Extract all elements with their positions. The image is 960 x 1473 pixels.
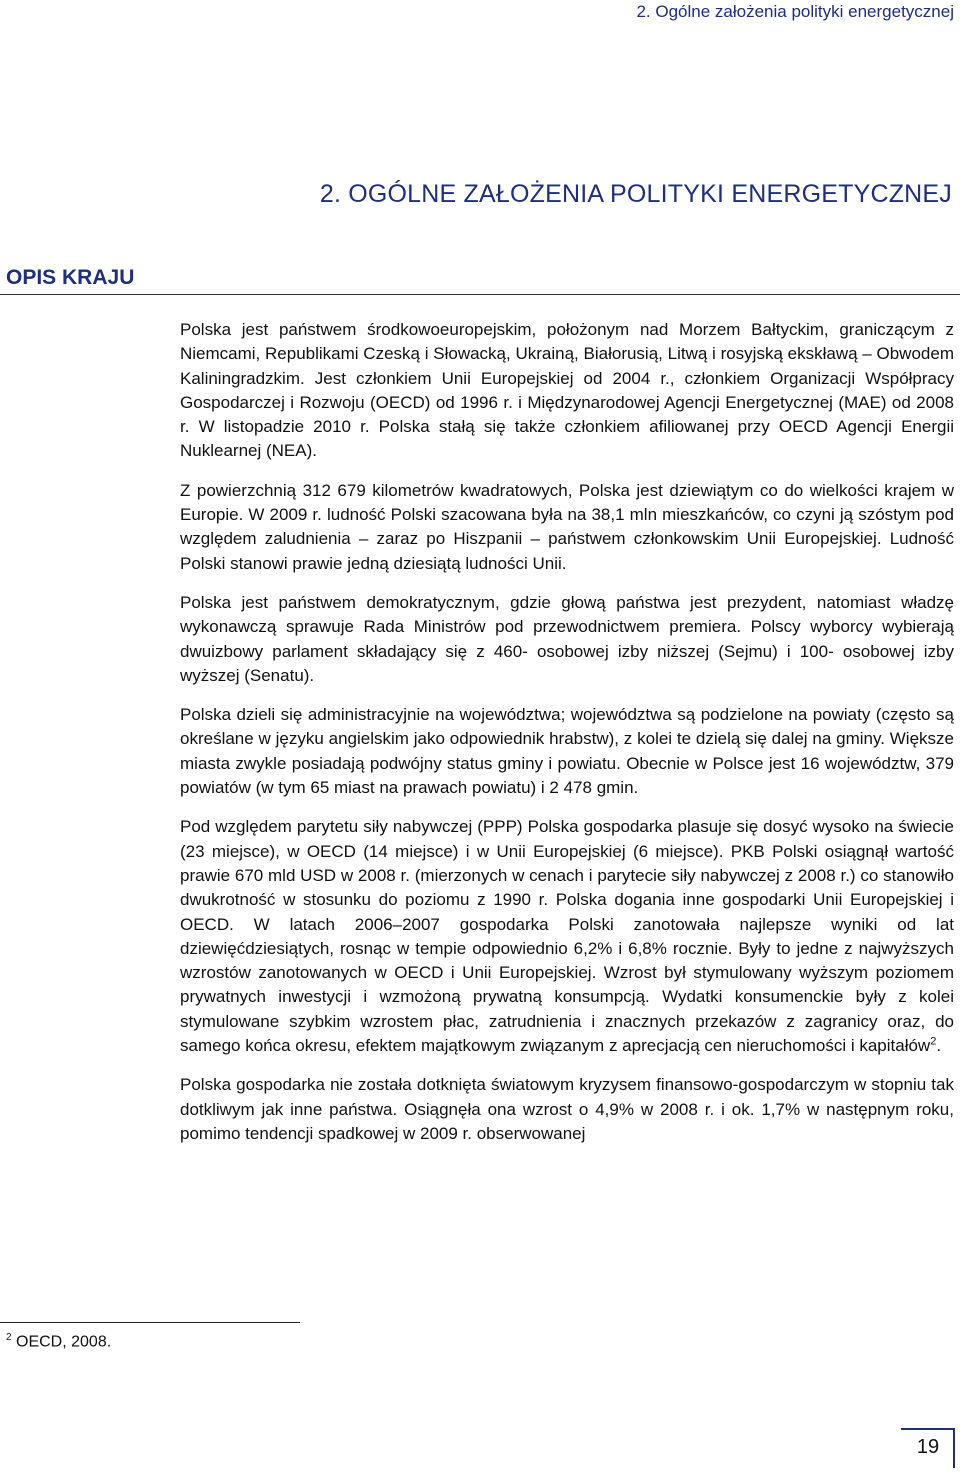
paragraph: Polska gospodarka nie została dotknięta światowym kryzysem finansowo-gospodarczym w stopniu tak dotkliwym jak inne państwa. Osiągnęła ona wzrost o 4,9% w 2008 r. i ok. 1,7% w następnym roku, pomimo tendencji spadkowej w 2009 r. obserwowanej xyxy=(180,1075,954,1143)
paragraph-end: . xyxy=(936,1036,942,1056)
footnote-text: OECD, 2008. xyxy=(11,1333,112,1351)
paragraph-text: Pod względem parytetu siły nabywczej (PPP) Polska gospodarka plasuje się dosyć wysoko na świecie (23 miejsce), w OECD (14 miejsce) i w Unii Europejskiej (6 miejsce). PKB Polski osiągnął wartość prawie 670 mld USD w 2008 r. (mierzonych w cenach i parytecie siły nabywczej z 2008 r.) co stanowiło dwukrotność w stosunku do poziomu z 1990 r. Polska dogania inne gospodarki Unii Europejskiej i OECD. W latach 2006–2007 gospodarka Polski zanotowała najlepsze wyniki od lat dziewięćdziesiątych, rosnąc w tempie odpowiednio 6,2% i 6,8% rocznie. Były to jedne z najwyższych wzrostów zanotowanych w OECD i Unii Europejskiej. Wzrost był stymulowany wyższym poziomem prywatnych inwestycji i wzmożoną prywatną konsumpcją. Wydatki konsumenckie były z kolei stymulowane szybkim wzrostem płac, zatrudnienia i znacznych przekazów z zagranicy oraz, do samego końca okresu, efektem majątkowym związanym z aprecjacją cen nieruchomości i kapitałów xyxy=(180,817,954,1056)
paragraph: Polska jest państwem demokratycznym, gdzie głową państwa jest prezydent, natomiast władzę wykonawczą sprawuje Rada Ministrów pod przewodnictwem premiera. Polscy wyborcy wybierają dwuizbowy parlament składający się z 460- osobowej izby niższej (Sejmu) i 100- osobowej izby wyższej (Senatu). xyxy=(180,592,954,685)
section-divider xyxy=(0,294,960,295)
chapter-title: 2. OGÓLNE ZAŁOŻENIA POLITYKI ENERGETYCZNEJ xyxy=(319,180,952,208)
page-number: 19 xyxy=(916,1436,940,1458)
footnote-reference[interactable]: 2 xyxy=(930,1035,937,1048)
running-header: 2. Ogólne założenia polityki energetycznej xyxy=(636,2,954,21)
footnote xyxy=(6,1332,111,1351)
body-text xyxy=(180,318,954,1161)
section-title: OPIS KRAJU xyxy=(6,266,135,289)
paragraph: Z powierzchnią 312 679 kilometrów kwadratowych, Polska jest dziewiątym co do wielkości krajem w Europie. W 2009 r. ludność Polski szacowana była na 38,1 mln mieszkańców, co czyni ją szóstym pod względem zaludnienia – zaraz po Hiszpanii – państwem członkowskim Unii Europejskiej. Ludność Polski stanowi prawie jedną dziesiątą ludności Unii. xyxy=(180,480,954,573)
paragraph-with-footnote xyxy=(180,815,954,1058)
footnote-number: 2 xyxy=(6,1332,12,1343)
paragraph: Polska dzieli się administracyjnie na województwa; województwa są podzielone na powiaty (często są określane w języku angielskim jako odpowiednik hrabstw), z kolei te dzielą się dalej na gminy. Większe miasta zwykle posiadają podwójny status gminy i powiatu. Obecnie w Polsce jest 16 województw, 379 powiatów (w tym 65 miast na prawach powiatu) i 2 478 gmin. xyxy=(180,705,954,798)
paragraph: Polska jest państwem środkowoeuropejskim, położonym nad Morzem Bałtyckim, graniczącym z Niemcami, Republikami Czeską i Słowacką, Ukrainą, Białorusią, Litwą i rosyjską ekskławą – Obwodem Kaliningradzkim. Jest członkiem Unii Europejskiej od 2004 r., członkiem Organizacji Współpracy Gospodarczej i Rozwoju (OECD) od 1996 r. i Międzynarodowej Agencji Energetycznej (MAE) od 2008 r. W listopadzie 2010 r. Polska stałą się także członkiem afiliowanej przy OECD Agencji Energii Nuklearnej (NEA). xyxy=(180,320,954,461)
footnote-divider xyxy=(0,1322,300,1323)
